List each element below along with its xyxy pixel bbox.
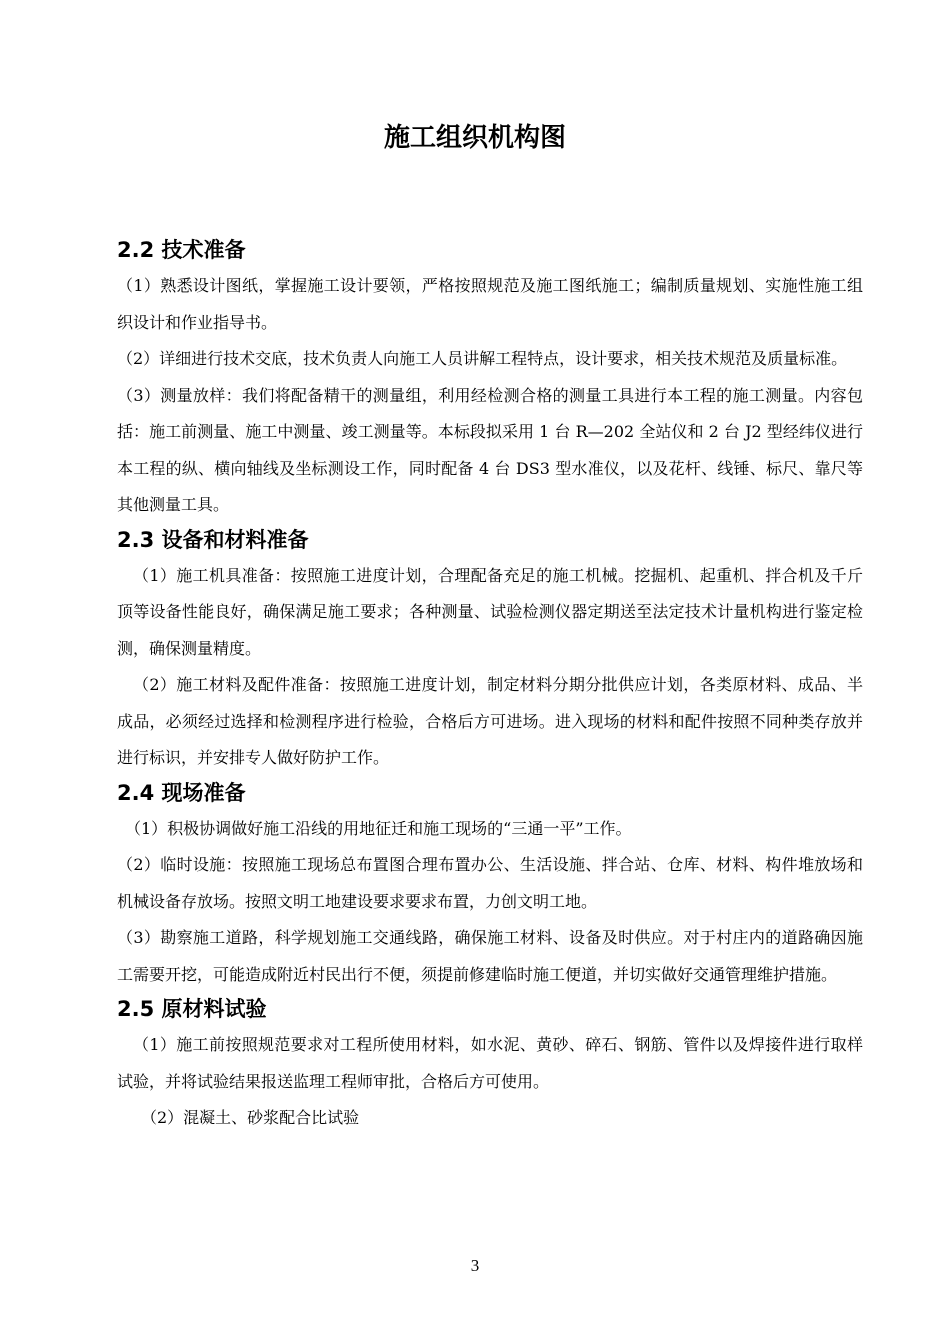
page-number: 3 [470,1256,480,1275]
document-title: 施工组织机构图 [383,123,566,153]
paragraph: （1）施工机具准备：按照施工进度计划，合理配备充足的施工机械。挖掘机、起重机、拌合机及千斤顶等设备性能良好，确保满足施工要求；各种测量、试验检测仪器定期送至法定技术计量机构进行鉴定检测，确保测量精度。 [117,565,863,658]
paragraph: （1）施工前按照规范要求对工程所使用材料，如水泥、黄砂、碎石、钢筋、管件以及焊接件进行取样试验，并将试验结果报送监理工程师审批，合格后方可使用。 [117,1035,863,1091]
section-technical-preparation [117,234,863,524]
section-equipment-materials [117,524,863,777]
paragraph: （2）详细进行技术交底，技术负责人向施工人员讲解工程特点，设计要求，相关技术规范及质量标准。 [117,349,848,368]
paragraph: （2）施工材料及配件准备：按照施工进度计划，制定材料分期分批供应计划，各类原材料、成品、半成品，必须经过选择和检测程序进行检验，合格后方可进场。进入现场的材料和配件按照不同种类存放并进行标识，并安排专人做好防护工作。 [117,675,863,767]
section-heading: 2.2 技术准备 [117,238,246,262]
section-heading: 2.5 原材料试验 [117,997,267,1021]
document-body [117,234,863,1137]
paragraph: （3）测量放样：我们将配备精干的测量组，利用经检测合格的测量工具进行本工程的施工测量。内容包括：施工前测量、施工中测量、竣工测量等。本标段拟采用 1 台 R—202 全站仪和 2 台 J2 型经纬仪进行本工程的纵、横向轴线及坐标测设工作，同时配备 4 台 DS3 型水准仪，以及花杆、线锤、标尺、靠尺等其他测量工具。 [117,385,863,514]
section-heading: 2.4 现场准备 [117,780,246,805]
section-raw-material-testing [117,993,863,1137]
section-site-preparation [117,777,863,994]
paragraph: （1）熟悉设计图纸，掌握施工设计要领，严格按照规范及施工图纸施工；编制质量规划、实施性施工组织设计和作业指导书。 [117,276,863,332]
paragraph: （3）勘察施工道路，科学规划施工交通线路，确保施工材料、设备及时供应。对于村庄内的道路确因施工需要开挖，可能造成附近村民出行不便，须提前修建临时施工便道，并切实做好交通管理维护措施。 [117,928,863,984]
paragraph: （2）临时设施：按照施工现场总布置图合理布置办公、生活设施、拌合站、仓库、材料、构件堆放场和机械设备存放场。按照文明工地建设要求要求布置，力创文明工地。 [117,855,863,911]
paragraph: （1）积极协调做好施工沿线的用地征迁和施工现场的“三通一平”工作。 [125,818,632,838]
paragraph: （2）混凝土、砂浆配合比试验 [141,1108,360,1127]
section-heading: 2.3 设备和材料准备 [117,527,309,552]
